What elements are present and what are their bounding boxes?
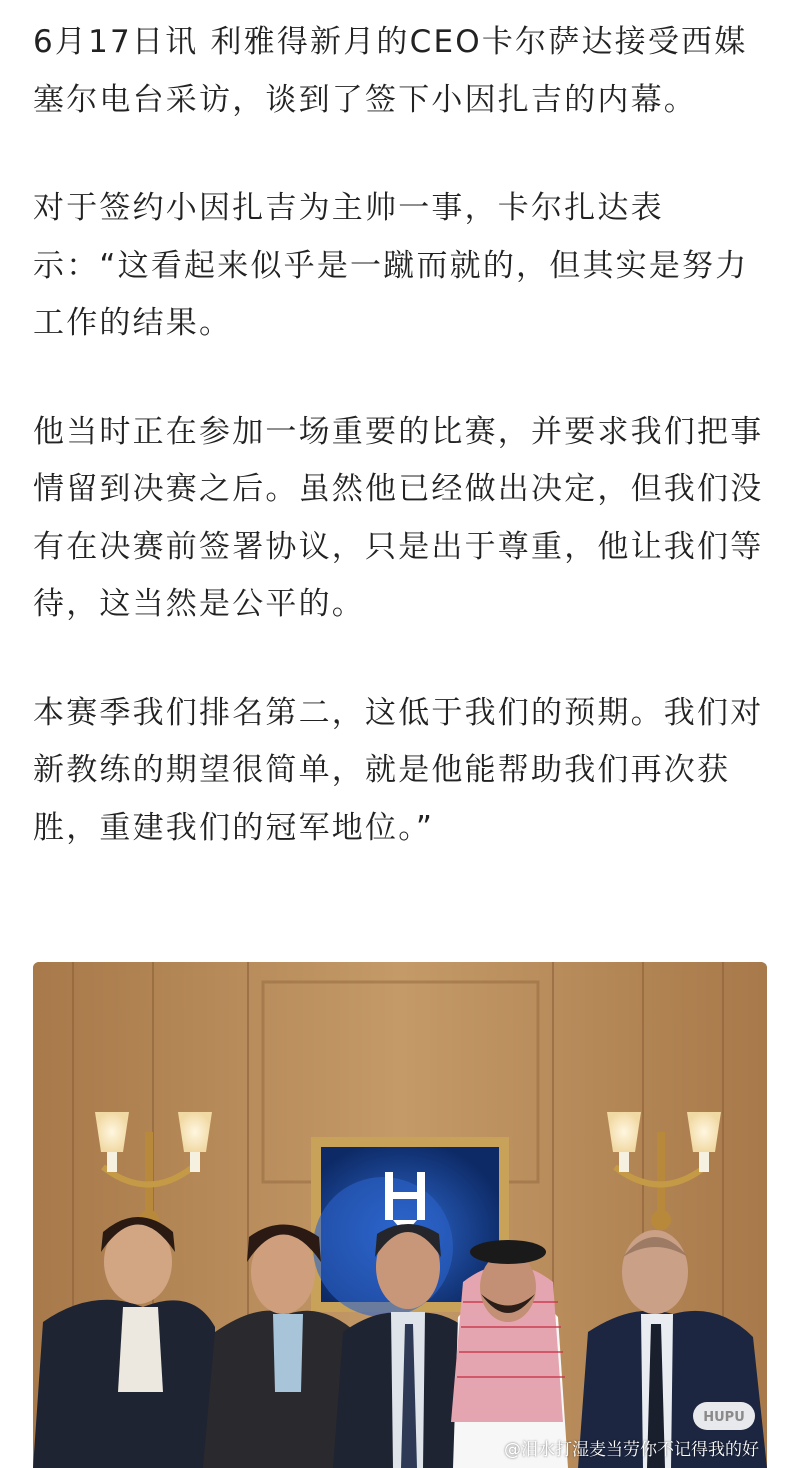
article-photo[interactable] — [33, 962, 767, 1468]
hupu-logo-icon — [693, 1402, 755, 1430]
watermark-caption: @泪水打湿麦当劳你不记得我的好 — [504, 1440, 759, 1460]
people-group — [33, 1217, 767, 1468]
photo-illustration — [33, 962, 767, 1468]
article-body — [33, 14, 773, 908]
hupu-logo-text: HUPU — [703, 1410, 745, 1425]
article-paragraph: 本赛季我们排名第二，这低于我们的预期。我们对新教练的期望很简单，就是他能帮助我们再次获胜，重建我们的冠军地位。” — [33, 694, 764, 846]
article-paragraph: 对于签约小因扎吉为主帅一事，卡尔扎达表示：“这看起来似乎是一蹴而就的，但其实是努力工作的结果。 — [33, 190, 749, 341]
article-paragraph: 6月17日讯 利雅得新月的CEO卡尔萨达接受西媒塞尔电台采访，谈到了签下小因扎吉的内幕。 — [33, 24, 748, 118]
article-paragraph: 他当时正在参加一场重要的比赛，并要求我们把事情留到决赛之后。虽然他已经做出决定，但我们没有在决赛前签署协议，只是出于尊重，他让我们等待，这当然是公平的。 — [33, 413, 764, 622]
